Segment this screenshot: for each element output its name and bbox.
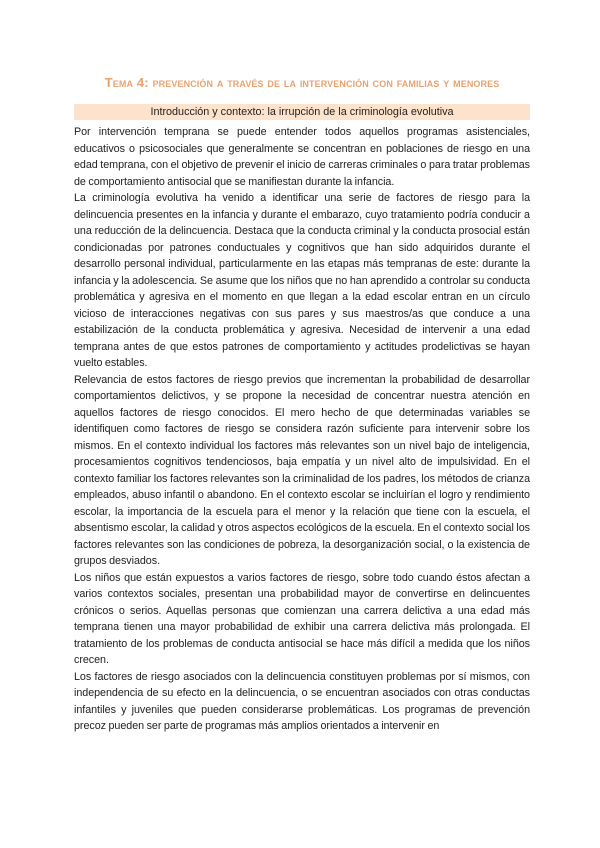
document-page [74,74,530,735]
document-title: Tema 4: prevención a través de la intervención con familias y menores [104,75,500,90]
paragraph-2: La criminología evolutiva ha venido a identificar una serie de factores de riesgo para la delincuencia presentes en la infancia y durante el embarazo, cuyo tratamiento podría conducir a una reducción de la delincuencia. Destaca que la conducta criminal y la conducta prosocial están condicionadas por patrones conductuales y cognitivos que han sido adquiridos durante el desarrollo personal individual, particularmente en las etapas más tempranas de este: durante la infancia y la adolescencia. Se asume que los niños que no han aprendido a controlar su conducta problemática y agresiva en el momento en que llegan a la edad escolar entran en un círculo vicioso de interacciones negativas con sus pares y sus maestros/as que conduce a una estabilización de la conducta problemática y agresiva. Necesidad de intervenir a una edad temprana antes de que estos patrones de comportamiento y actitudes prodelictivas se hayan vuelto estables. [74,192,530,369]
paragraph-4: Los niños que están expuestos a varios factores de riesgo, sobre todo cuando éstos afectan a varios contextos sociales, presentan una probabilidad mayor de convertirse en delincuentes crónicos o serios. Aquellas personas que comienzan una carrera delictiva a una edad más temprana tienen una mayor probabilidad de exhibir una carrera delictiva más prolongada. El tratamiento de los problemas de conducta antisocial se hace más difícil a medida que los niños crecen. [74,571,530,666]
paragraph-5: Los factores de riesgo asociados con la delincuencia constituyen problemas por sí mismos, con independencia de su efecto en la delincuencia, o se encuentran asociados con otras conductas infantiles y juveniles que pueden considerarse problemáticas. Los programas de prevención precoz pueden ser parte de programas más amplios orientados a intervenir en [74,670,530,732]
paragraph-1: Por intervención temprana se puede entender todos aquellos programas asistenciales, educativos o psicosociales que generalmente se concentran en poblaciones de riesgo en una edad temprana, con el objetivo de prevenir el inicio de carreras criminales o para tratar problemas de comportamiento antisocial que se manifiestan durante la infancia. [74,126,530,188]
paragraph-3: Relevancia de estos factores de riesgo previos que incrementan la probabilidad de desarrollar comportamientos delictivos, y se propone la necesidad de concentrar nuestra atención en aquellos factores de riesgo conocidos. El mero hecho de que determinadas variables se identifiquen como factores de riesgo se considera razón suficiente para intervenir sobre los mismos. En el contexto individual los factores más relevantes son un nivel bajo de inteligencia, procesamientos cognitivos tendenciosos, baja empatía y un nivel alto de impulsividad. En el contexto familiar los factores relevantes son la criminalidad de los padres, los métodos de crianza empleados, abuso infantil o abandono. En el contexto escolar se incluirían el logro y rendimiento escolar, la importancia de la escuela para el menor y la relación que tiene con la escuela, el absentismo escolar, la calidad y otros aspectos ecológicos de la escuela. En el contexto social los factores relevantes son las condiciones de pobreza, la desorganización social, o la existencia de grupos desviados. [74,373,530,567]
section-heading: Introducción y contexto: la irrupción de la criminología evolutiva [74,104,530,120]
